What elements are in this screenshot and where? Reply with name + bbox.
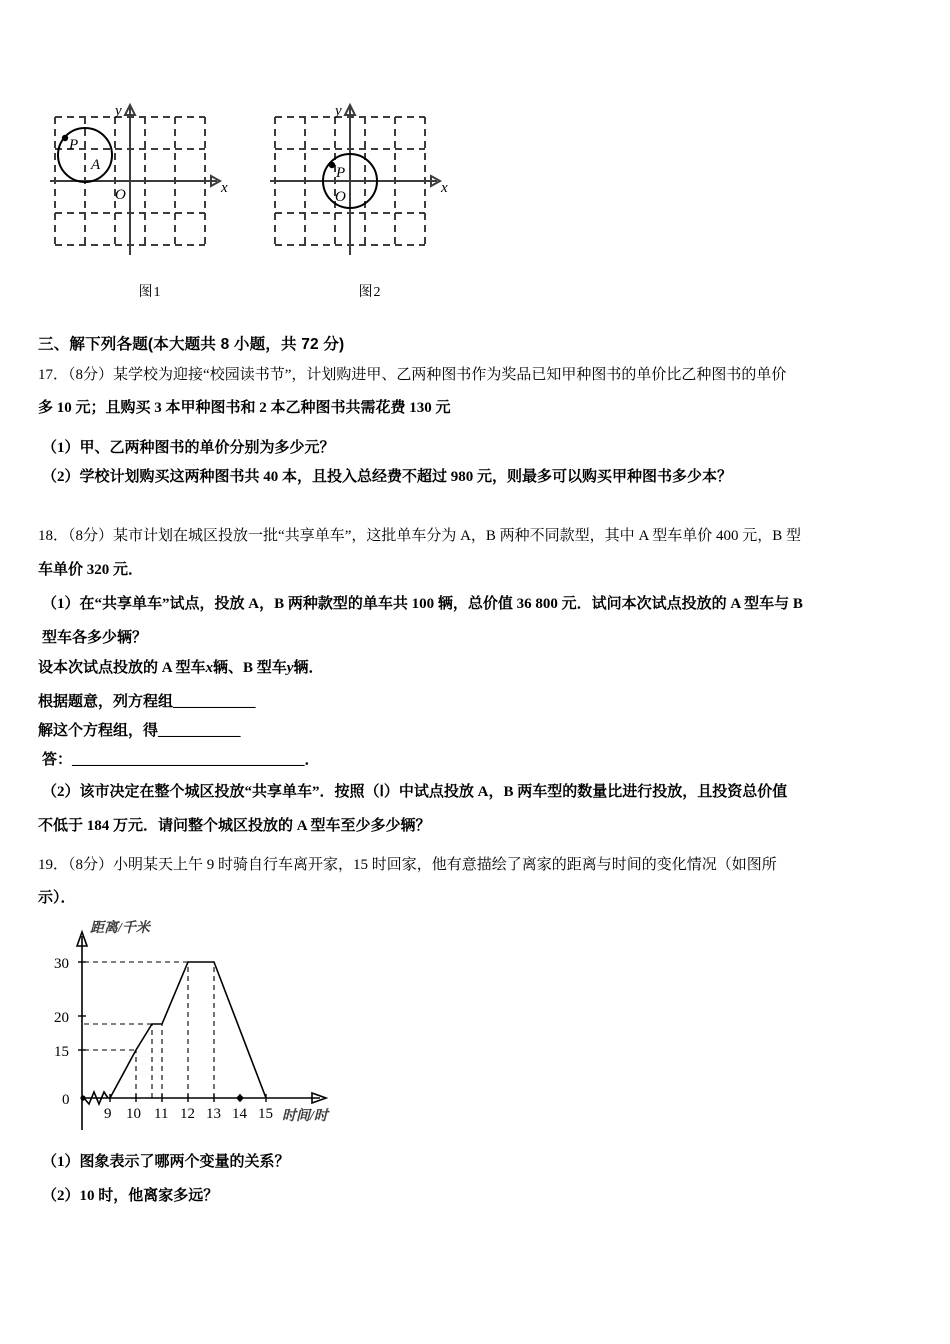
chart-x-tick-label-12: 12 [180,1106,195,1122]
chart-x-tick-label-13: 13 [206,1106,221,1122]
question-17-score: （8分） [68,367,114,383]
figure-2-label-y: y [335,103,342,119]
question-18-setup-mid: 辆、B 型车 [213,660,287,676]
figure-1-label-p: P [69,137,79,153]
question-18-fill-1-label: 根据题意，列方程组 [38,694,174,710]
question-19-line-1 [38,855,777,875]
section-heading: 三、解下列各题(本大题共 8 小题，共 72 分) [38,336,345,353]
figure-1 [45,95,255,310]
question-19-sub-2: （2）10 时，他离家多远？ [42,1188,219,1204]
question-18-var-x: x [205,660,214,676]
figures-row [45,95,505,310]
figure-2-label-origin: O [335,189,346,205]
chart-x-tick-label-11: 11 [154,1106,169,1122]
question-18-setup-post: 辆． [293,660,324,676]
question-17-sub-2: （2）学校计划购买这两种图书共 40 本，且投入总经费不超过 980 元，则最多可以购买甲种图书多少本？ [42,469,733,485]
chart-y-tick-label-30: 30 [54,956,69,972]
chart-origin-dot [80,1095,85,1100]
question-19-sub-1: （1）图象表示了哪两个变量的关系？ [42,1154,290,1170]
figure-2-svg [265,95,475,281]
chart-x-axis-label: 时间/时 [282,1109,328,1124]
figure-1-label-origin: O [115,187,126,203]
figure-2-axes [270,105,440,255]
figure-2-point-p [329,162,335,168]
question-18-line-2: 车单价 320 元． [38,562,144,578]
question-17-line-2: 多 10 元；且购买 3 本甲种图书和 2 本乙种图书共需花费 130 元 [38,400,451,416]
question-18-fill-3-blank[interactable]: _______________________________ [72,752,305,768]
question-17-text-1: 某学校为迎接“校园读书节”，计划购进甲、乙两种图书作为奖品已知甲种图书的单价比乙种图书的单价 [113,367,787,383]
question-18-sub-1-a: （1）在“共享单车”试点，投放 A，B 两种款型的单车共 100 辆，总价值 36 800 元．试问本次试点投放的 A 型车与 B [42,596,803,612]
chart-y-tick-label-20: 20 [54,1010,69,1026]
question-18-number: 18． [38,528,69,544]
question-18-setup-line [38,658,323,678]
question-18-var-y: y [286,660,294,676]
question-18-text-1: 某市计划在城区投放一批“共享单车”，这批单车分为 A，B 两种不同款型，其中 A 型车单价 400 元，B 型 [113,528,801,544]
figure-1-label-a: A [91,157,101,173]
question-18-fill-3-label: 答： [42,752,73,768]
question-19-score: （8分） [68,857,114,873]
chart-x-tick-label-15: 15 [258,1106,273,1122]
figure-1-caption: 图1 [138,285,162,300]
question-18-sub-1-b: 型车各多少辆？ [42,630,148,646]
question-18-fill-1 [38,692,256,712]
question-18-fill-2-label: 解这个方程组，得 [38,723,159,739]
figure-2-label-p: P [336,165,346,181]
distance-time-chart [52,918,352,1133]
chart-y-tick-label-15: 15 [54,1044,69,1060]
chart-y-tick-label-0: 0 [62,1092,70,1108]
figure-1-label-x: x [221,180,228,196]
figure-1-label-y: y [115,103,122,119]
question-18-fill-3-end: ． [304,752,320,768]
question-18-score: （8分） [68,528,114,544]
chart-marked-point-14 [237,1095,243,1101]
question-18-sub-2-a: （2）该市决定在整个城区投放“共享单车”．按照（Ⅰ）中试点投放 A，B 两车型的数量比进行投放，且投资总价值 [42,784,788,800]
figure-1-point-p [62,135,68,141]
question-17-sub-1: （1）甲、乙两种图书的单价分别为多少元？ [42,440,335,456]
figure-2 [265,95,475,310]
question-18-fill-3 [42,750,320,770]
chart-x-tick-label-10: 10 [126,1106,141,1122]
chart-x-tick-label-14: 14 [232,1106,247,1122]
question-18-fill-2-blank[interactable]: ___________ [158,723,241,739]
distance-time-chart-svg [52,918,352,1133]
figure-1-svg [45,95,255,281]
question-17-line-1 [38,365,786,385]
question-18-setup-pre: 设本次试点投放的 A 型车 [38,660,206,676]
question-18-fill-2 [38,721,241,741]
question-18-line-1 [38,526,801,546]
figure-2-label-x: x [441,180,448,196]
question-18-fill-1-blank[interactable]: ___________ [173,694,256,710]
question-19-text-1: 小明某天上午 9 时骑自行车离开家，15 时回家，他有意描绘了离家的距离与时间的变化情况（如图所 [113,857,777,873]
question-19-number: 19． [38,857,69,873]
question-18-sub-2-b: 不低于 184 万元．请问整个城区投放的 A 型车至少多少辆？ [38,818,431,834]
question-19-line-2: 示）． [38,890,76,906]
chart-x-tick-label-9: 9 [104,1106,112,1122]
chart-y-axis-label: 距离/千米 [90,921,150,936]
figure-2-caption: 图2 [358,285,382,300]
question-17-number: 17． [38,367,69,383]
